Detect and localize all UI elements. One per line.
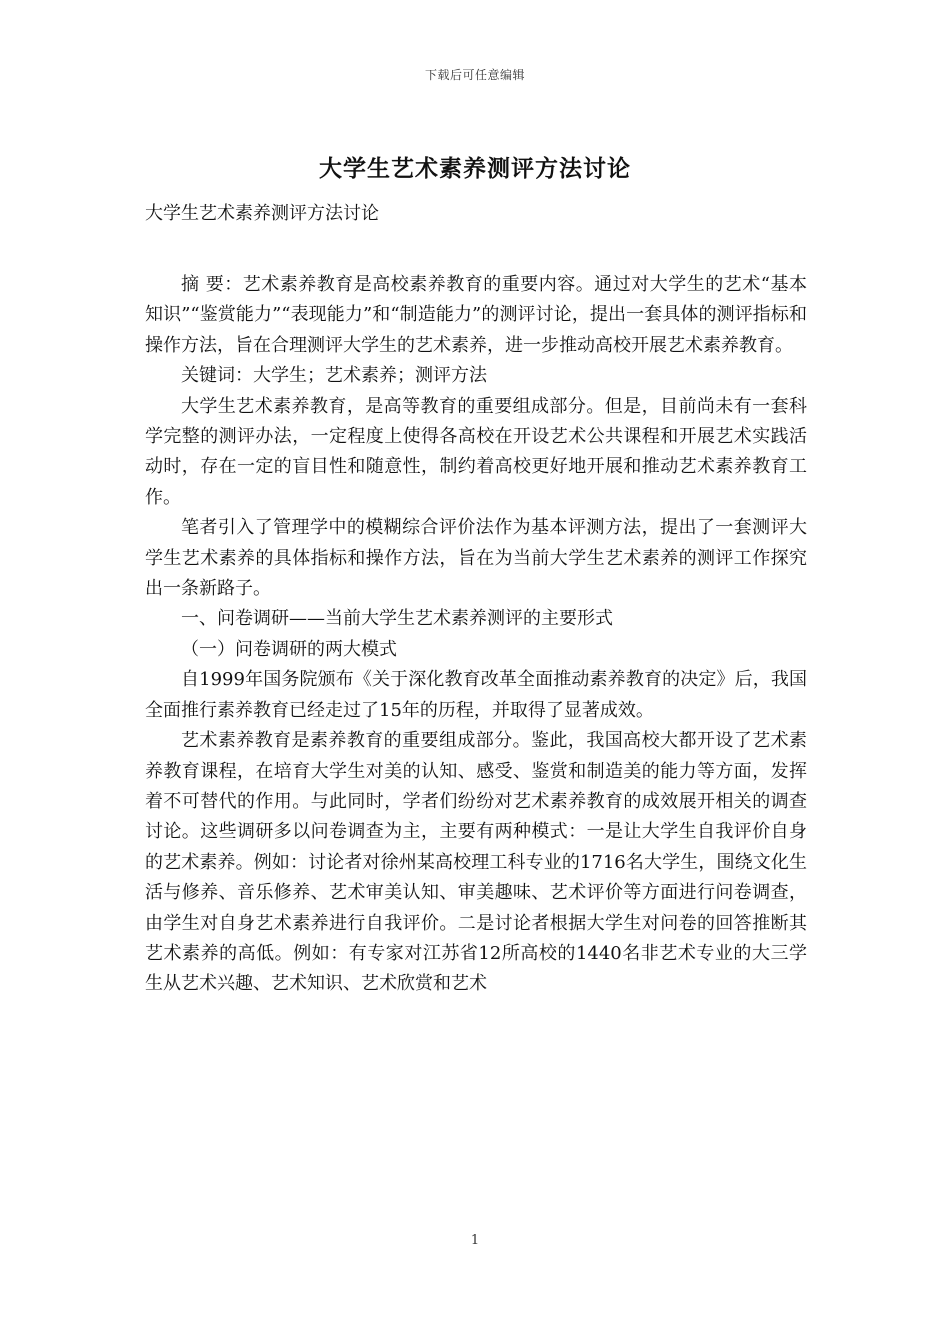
document-subtitle: 大学生艺术素养测评方法讨论 (145, 203, 379, 224)
body-paragraph: 大学生艺术素养教育，是高等教育的重要组成部分。但是，目前尚未有一套科学完整的测评办法，一定程度上使得各高校在开设艺术公共课程和开展艺术实践活动时，存在一定的盲目性和随意性，制约着高校更好地开展和推动艺术素养教育工作。 (145, 395, 807, 508)
subsection-heading: （一）问卷调研的两大模式 (181, 638, 397, 660)
body-paragraph: 艺术素养教育是素养教育的重要组成部分。鉴此，我国高校大都开设了艺术素养教育课程，在培育大学生对美的认知、感受、鉴赏和制造美的能力等方面，发挥着不可替代的作用。与此同时，学者们纷纷对艺术素养教育的成效展开相关的调查讨论。这些调研多以问卷调查为主，主要有两种模式：一是让大学生自我评价自身的艺术素养。例如：讨论者对徐州某高校理工科专业的1716名大学生，围绕文化生活与修养、音乐修养、艺术审美认知、审美趣味、艺术评价等方面进行问卷调查，由学生对自身艺术素养进行自我评价。二是讨论者根据大学生对问卷的回答推断其艺术素养的高低。例如：有专家对江苏省12所高校的1440名非艺术专业的大三学生从艺术兴趣、艺术知识、艺术欣赏和艺术 (145, 730, 807, 995)
abstract-paragraph: 摘 要：艺术素养教育是高校素养教育的重要内容。通过对大学生的艺术“基本知识”“鉴赏能力”“表现能力”和“制造能力”的测评讨论，提出一套具体的测评指标和操作方法，旨在合理测评大学生的艺术素养，进一步推动高校开展艺术素养教育。 (145, 274, 807, 356)
header-note: 下载后可任意编辑 (424, 68, 525, 82)
keywords-paragraph: 关键词：大学生；艺术素养；测评方法 (181, 365, 487, 387)
document-title: 大学生艺术素养测评方法讨论 (319, 155, 631, 182)
page-number: 1 (470, 1233, 480, 1248)
body-paragraph: 笔者引入了管理学中的模糊综合评价法作为基本评测方法，提出了一套测评大学生艺术素养的具体指标和操作方法，旨在为当前大学生艺术素养的测评工作探究出一条新路子。 (145, 517, 807, 600)
section-heading: 一、问卷调研——当前大学生艺术素养测评的主要形式 (181, 608, 613, 630)
document-body (145, 270, 807, 1000)
body-paragraph: 自1999年国务院颁布《关于深化教育改革全面推动素养教育的决定》后，我国全面推行素养教育已经走过了15年的历程，并取得了显著成效。 (145, 669, 807, 721)
